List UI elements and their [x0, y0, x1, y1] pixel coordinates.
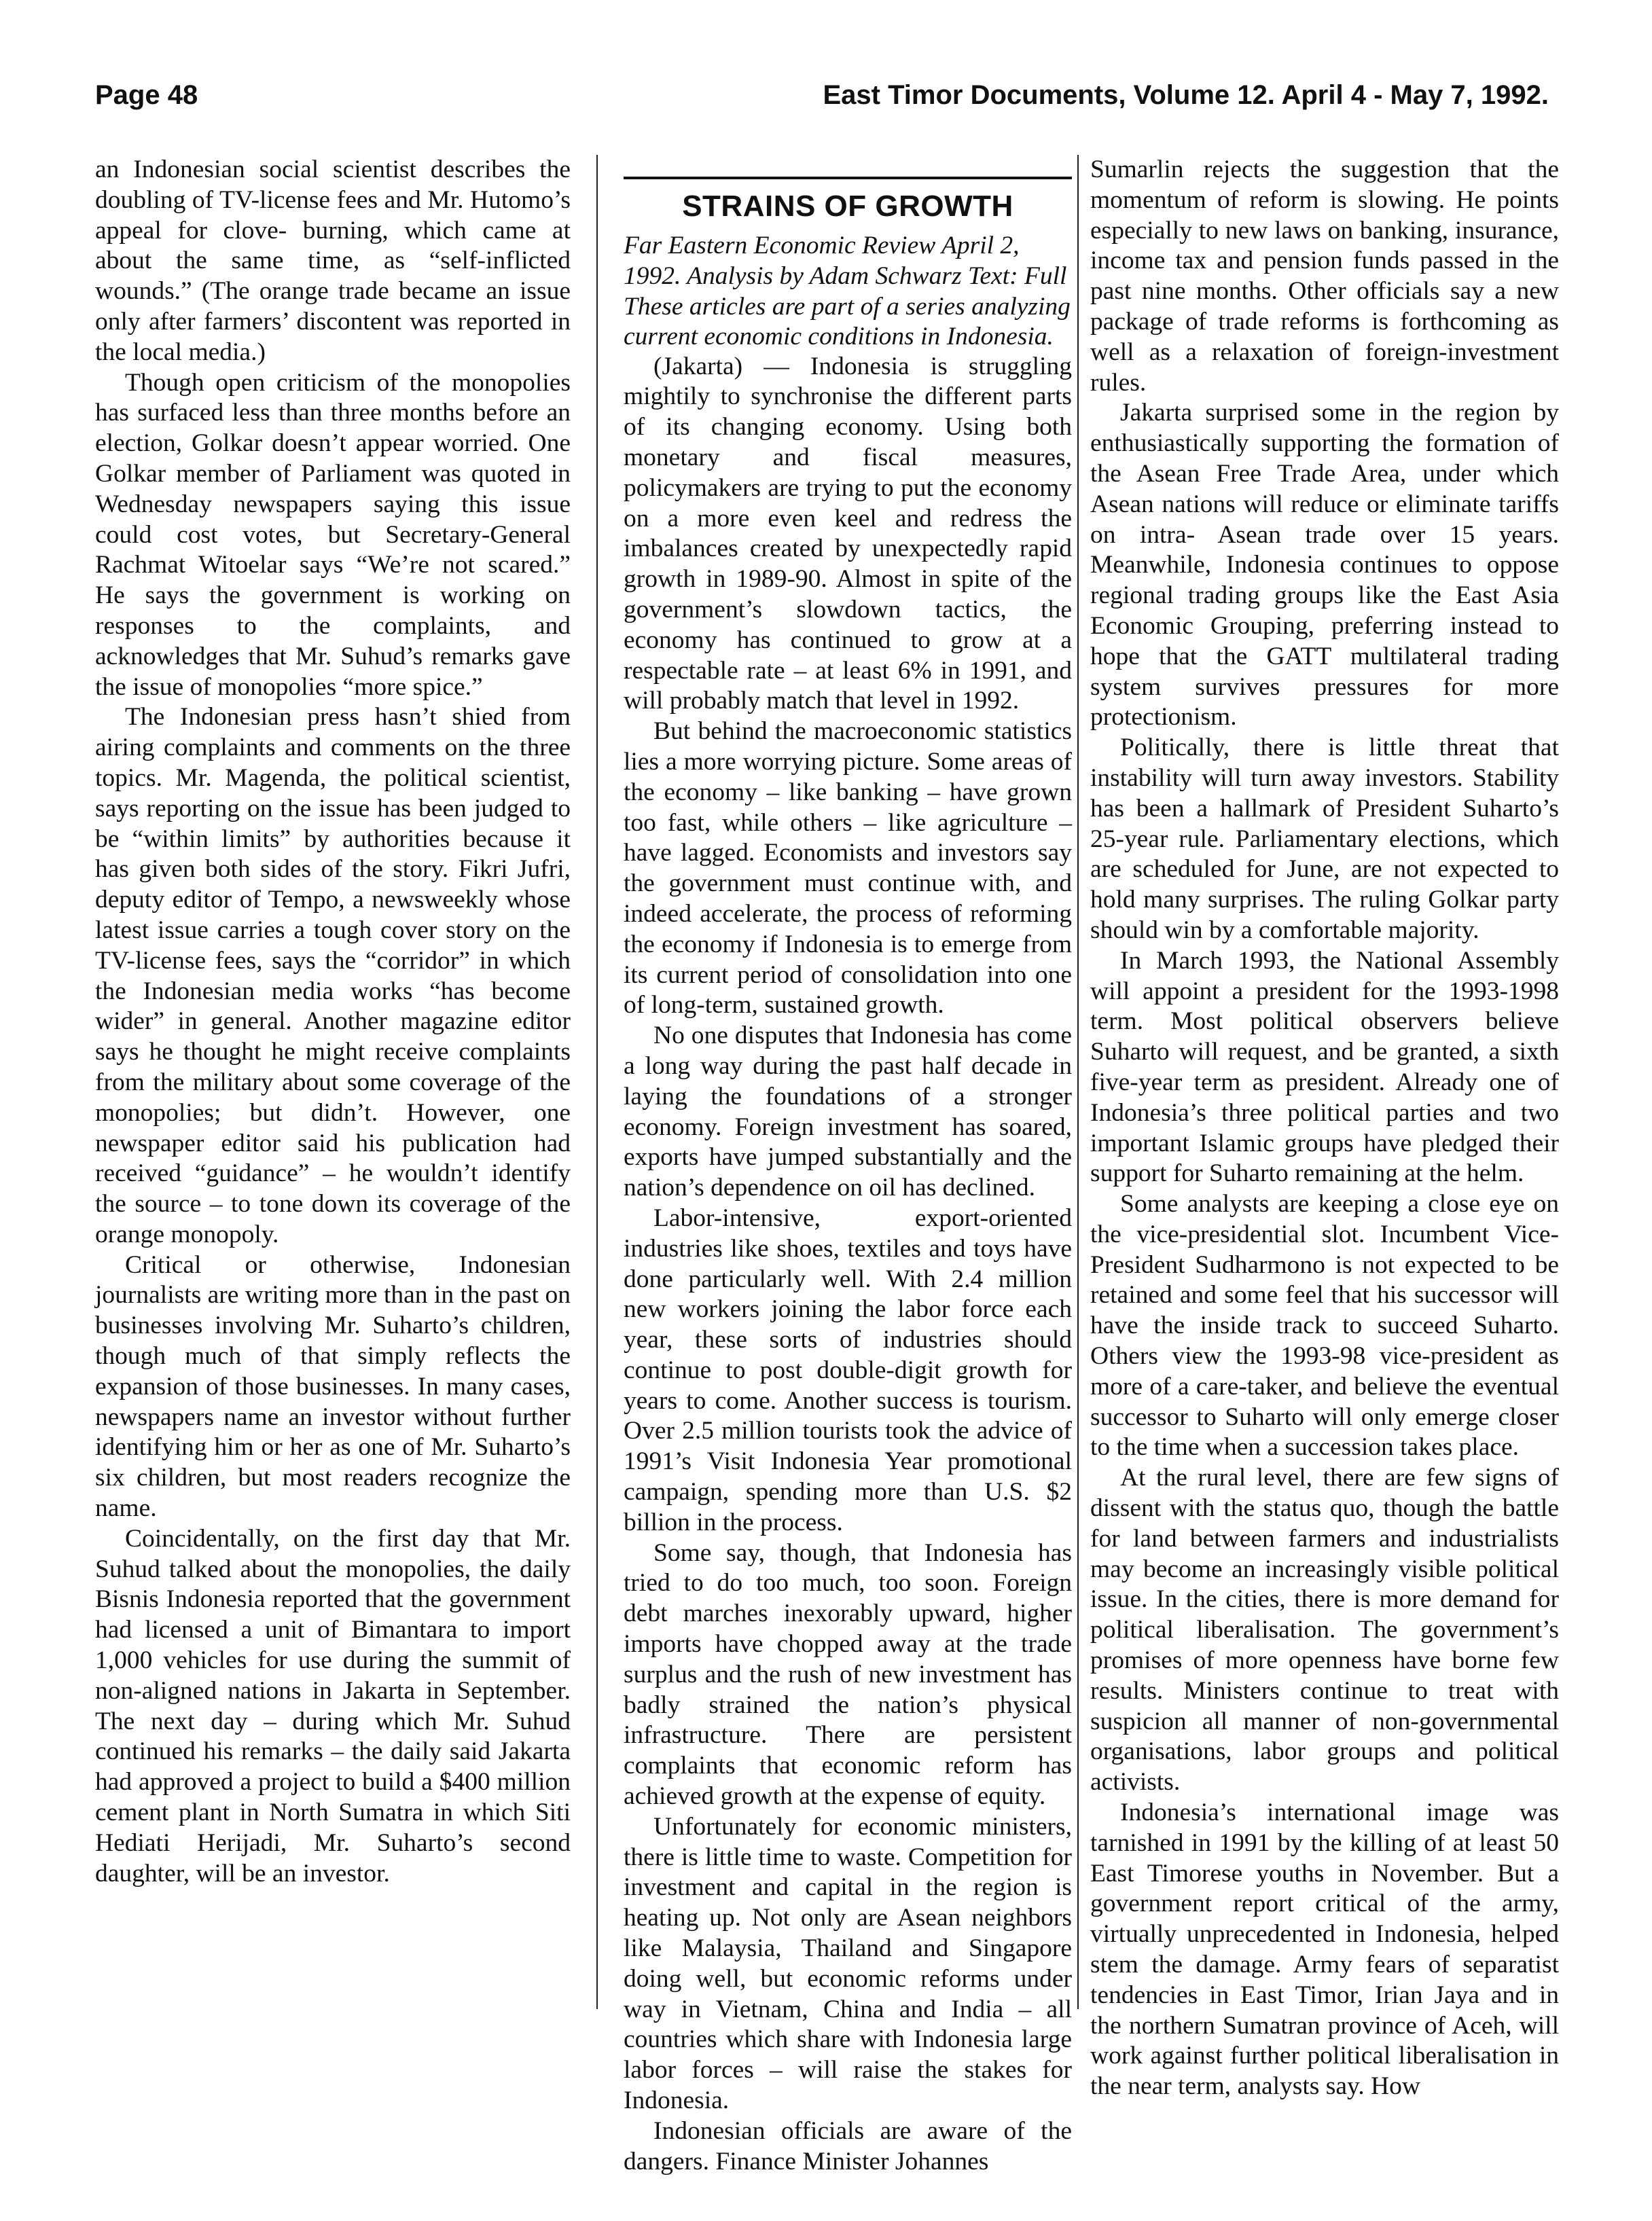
paragraph: Some say, though, that Indonesia has tried to do too much, too soon. Foreign debt marches inexorably upward, higher imports have chopped away at the trade surplus and the rush of new investment has badly strained the nation’s physical infrastructure. There are persistent complaints that economic reform has achieved growth at the expense of equity. [624, 1538, 1072, 1811]
paragraph: Indonesian officials are aware of the dangers. Finance Minister Johannes [624, 2116, 1072, 2175]
paragraph: (Jakarta) — Indonesia is struggling mightily to synchronise the different parts of its changing economy. Using both monetary and fiscal measures, policymakers are trying to put the economy on a more even keel and redress the imbalances created by unexpectedly rapid growth in 1989-90. Almost in spite of the government’s slowdown tactics, the economy has continued to grow at a respectable rate – at least 6% in 1991, and will probably match that level in 1992. [624, 352, 1072, 715]
paragraph: No one disputes that Indonesia has come a long way during the past half decade in laying the foundations of a stronger economy. Foreign investment has soared, exports have jumped substantially and the nation’s dependence on oil has declined. [624, 1022, 1072, 1202]
paragraph: Coincidentally, on the first day that Mr. Suhud talked about the monopolies, the daily Bisnis Indonesia reported that the government had licensed a unit of Bimantara to import 1,000 vehicles for use during the summit of non-aligned nations in Jakarta in September. The next day – during which Mr. Suhud continued his remarks – the daily said Jakarta had approved a project to build a $400 million cement plant in North Sumatra in which Siti Hediati Herijadi, Mr. Suharto’s second daughter, will be an investor. [95, 1524, 571, 1888]
column-3 [1090, 155, 1559, 2102]
paragraph: Labor-intensive, export-oriented industries like shoes, textiles and toys have done particularly well. With 2.4 million new workers joining the labor force each year, these sorts of industries should continue to post double-digit growth for years to come. Another success is tourism. Over 2.5 million tourists took the advice of 1991’s Visit Indonesia Year promotional campaign, spending more than U.S. $2 billion in the process. [624, 1204, 1072, 1536]
paragraph: Though open criticism of the monopolies has surfaced less than three months before an election, Golkar doesn’t appear worried. One Golkar member of Parliament was quoted in Wednesday newspapers saying this issue could cost votes, but Secretary-General Rachmat Witoelar says “We’re not scared.” He says the government is working on responses to the complaints, and acknowledges that Mr. Suhud’s remarks gave the issue of monopolies “more spice.” [95, 368, 571, 701]
paragraph: Sumarlin rejects the suggestion that the momentum of reform is slowing. He points especially to new laws on banking, insurance, income tax and pension funds passed in the past nine months. Other officials say a new package of trade reforms is forthcoming as well as a relaxation of foreign-investment rules. [1090, 156, 1559, 397]
paragraph: In March 1993, the National Assembly will appoint a president for the 1993-1998 term. Most political observers believe Suharto will request, and be granted, a sixth five-year term as president. Already one of Indonesia’s three political parties and two important Islamic groups have pledged their support for Suharto remaining at the helm. [1090, 946, 1559, 1188]
paragraph: At the rural level, there are few signs of dissent with the status quo, though the battle for land between farmers and industrialists may become an increasingly visible political issue. In the cities, there is more demand for political liberalisation. The government’s promises of more openness have borne few results. Ministers continue to treat with suspicion all manner of non-governmental organisations, labor groups and political activists. [1090, 1464, 1559, 1796]
paragraph: Politically, there is little threat that instability will turn away investors. Stability has been a hallmark of President Suharto’s 25-year rule. Parliamentary elections, which are scheduled for June, are not expected to hold many surprises. The ruling Golkar party should win by a comfortable majority. [1090, 734, 1559, 944]
article-intro: These articles are part of a series analyzing current economic conditions in Indonesia. [624, 292, 1071, 350]
paragraph: an Indonesian social scientist describes the doubling of TV-license fees and Mr. Hutomo’s appeal for clove- burning, which came at about the same time, as “self-inflicted wounds.” (The orange trade became an issue only after farmers’ discontent was reported in the local media.) [95, 156, 571, 366]
column-2 [624, 177, 1072, 2177]
column-divider-left [596, 155, 598, 2009]
article-source: Far Eastern Economic Review April 2, 1992. Analysis by Adam Schwarz Text: Full [624, 232, 1067, 290]
headline-rule [624, 177, 1072, 179]
page-number: Page 48 [95, 80, 198, 110]
paragraph: Unfortunately for economic ministers, there is little time to waste. Competition for investment and capital in the region is heating up. Not only are Asean neighbors like Malaysia, Thailand and Singapore doing well, but economic reforms under way in Vietnam, China and India – all countries which share with Indonesia large labor forces – will raise the stakes for Indonesia. [624, 1812, 1072, 2115]
article-headline: STRAINS OF GROWTH [682, 189, 1013, 223]
column-1 [95, 155, 571, 1889]
paragraph: Some analysts are keeping a close eye on the vice-presidential slot. Incumbent Vice-President Sudharmono is not expected to be retained and some feel that his successor will have the inside track to succeed Suharto. Others view the 1993-98 vice-president as more of a care-taker, and believe the eventual successor to Suharto will only emerge closer to the time when a succession takes place. [1090, 1190, 1559, 1462]
publication-title: East Timor Documents, Volume 12. April 4 - May 7, 1992. [823, 80, 1549, 110]
page-header [95, 80, 1549, 121]
paragraph: Critical or otherwise, Indonesian journalists are writing more than in the past on businesses involving Mr. Suharto’s children, though much of that simply reflects the expansion of those businesses. In many cases, newspapers name an investor without further identifying him or her as one of Mr. Suharto’s six children, but most readers recognize the name. [95, 1250, 571, 1523]
paragraph: The Indonesian press hasn’t shied from airing complaints and comments on the three topics. Mr. Magenda, the political scientist, says reporting on the issue has been judged to be “within limits” by authorities because it has given both sides of the story. Fikri Jufri, deputy editor of Tempo, a newsweekly whose latest issue carries a tough cover story on the TV-license fees, says the “corridor” in which the Indonesian media works “has become wider” in general. Another magazine editor says he thought he might receive complaints from the military about some coverage of the monopolies; but didn’t. However, one newspaper editor said his publication had received “guidance” – he wouldn’t identify the source – to tone down its coverage of the orange monopoly. [95, 703, 571, 1248]
column-divider-right [1077, 155, 1079, 2009]
paragraph: Jakarta surprised some in the region by enthusiastically supporting the formation of the Asean Free Trade Area, under which Asean nations will reduce or eliminate tariffs on intra- Asean trade over 15 years. Meanwhile, Indonesia continues to oppose regional trading groups like the East Asia Economic Grouping, preferring instead to hope that the GATT multilateral trading system survives pressures for more protectionism. [1090, 399, 1559, 732]
paragraph: Indonesia’s international image was tarnished in 1991 by the killing of at least 50 East Timorese youths in November. But a government report critical of the army, virtually unprecedented in Indonesia, helped stem the damage. Army fears of separatist tendencies in East Timor, Irian Jaya and in the northern Sumatran province of Aceh, will work against further political liberalisation in the near term, analysts say. How [1090, 1799, 1559, 2101]
paragraph: But behind the macroeconomic statistics lies a more worrying picture. Some areas of the economy – like banking – have grown too fast, while others – like agriculture – have lagged. Economists and investors say the government must continue with, and indeed accelerate, the process of reforming the economy if Indonesia is to emerge from its current period of consolidation into one of long-term, sustained growth. [624, 717, 1072, 1019]
